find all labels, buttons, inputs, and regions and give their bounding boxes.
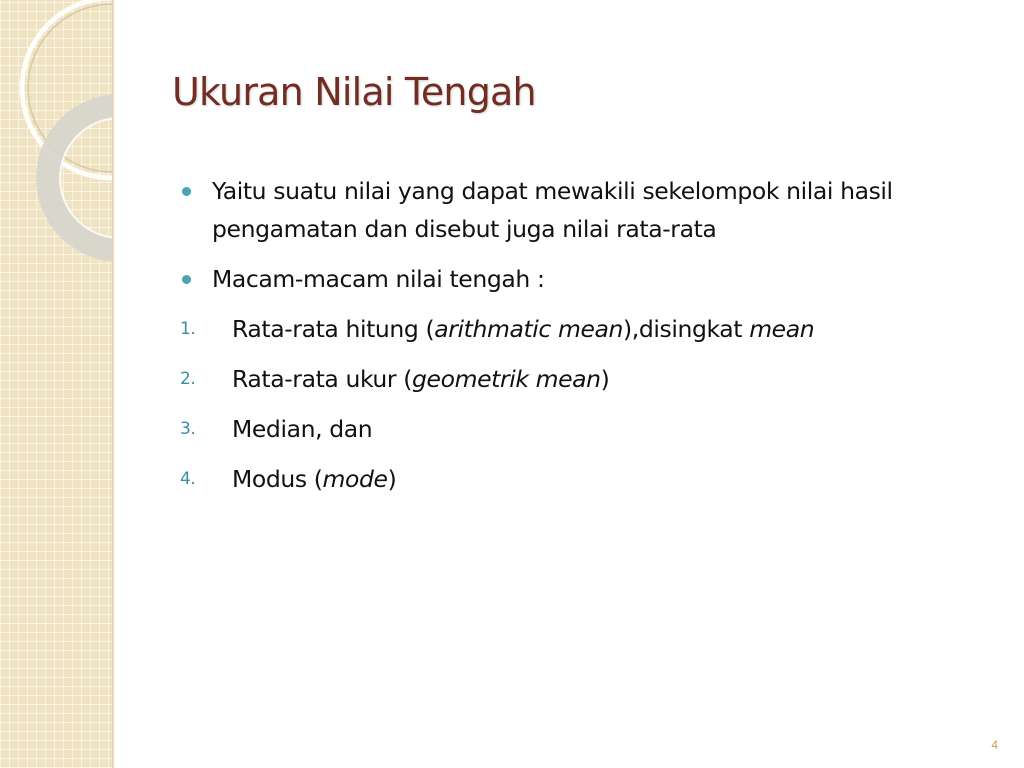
item-number: 2. bbox=[180, 369, 196, 389]
bullet-item bbox=[180, 260, 980, 298]
item-number: 1. bbox=[180, 319, 196, 339]
numbered-item bbox=[180, 410, 980, 448]
decorative-sidebar bbox=[0, 0, 112, 768]
bullet-dot-icon bbox=[182, 275, 191, 284]
sidebar-divider bbox=[112, 0, 115, 768]
item-text: ) bbox=[387, 465, 397, 493]
item-italic-term: geometrik mean bbox=[412, 365, 601, 393]
bullet-dot-icon bbox=[182, 187, 191, 196]
item-text: ) bbox=[600, 365, 610, 393]
bullet-text: Yaitu suatu nilai yang dapat mewakili sekelompok nilai hasil pengamatan dan disebut juga nilai rata-rata bbox=[212, 177, 893, 243]
page-number: 4 bbox=[991, 738, 998, 752]
bullet-item bbox=[180, 172, 980, 248]
item-text: Rata-rata ukur ( bbox=[232, 365, 413, 393]
numbered-item bbox=[180, 360, 980, 398]
numbered-item bbox=[180, 310, 980, 348]
item-text: Median, dan bbox=[232, 415, 373, 443]
bullet-text: Macam-macam nilai tengah : bbox=[212, 265, 545, 293]
slide-title: Ukuran Nilai Tengah bbox=[172, 70, 536, 114]
item-text: Modus ( bbox=[232, 465, 323, 493]
item-italic-term: mean bbox=[749, 315, 815, 343]
item-text: ),disingkat bbox=[623, 315, 750, 343]
item-number: 3. bbox=[180, 419, 196, 439]
item-number: 4. bbox=[180, 469, 196, 489]
item-italic-term: arithmatic mean bbox=[434, 315, 624, 343]
decorative-rings-icon bbox=[0, 0, 112, 320]
numbered-item bbox=[180, 460, 980, 498]
slide-content bbox=[180, 172, 980, 510]
item-italic-term: mode bbox=[322, 465, 388, 493]
item-text: Rata-rata hitung ( bbox=[232, 315, 435, 343]
